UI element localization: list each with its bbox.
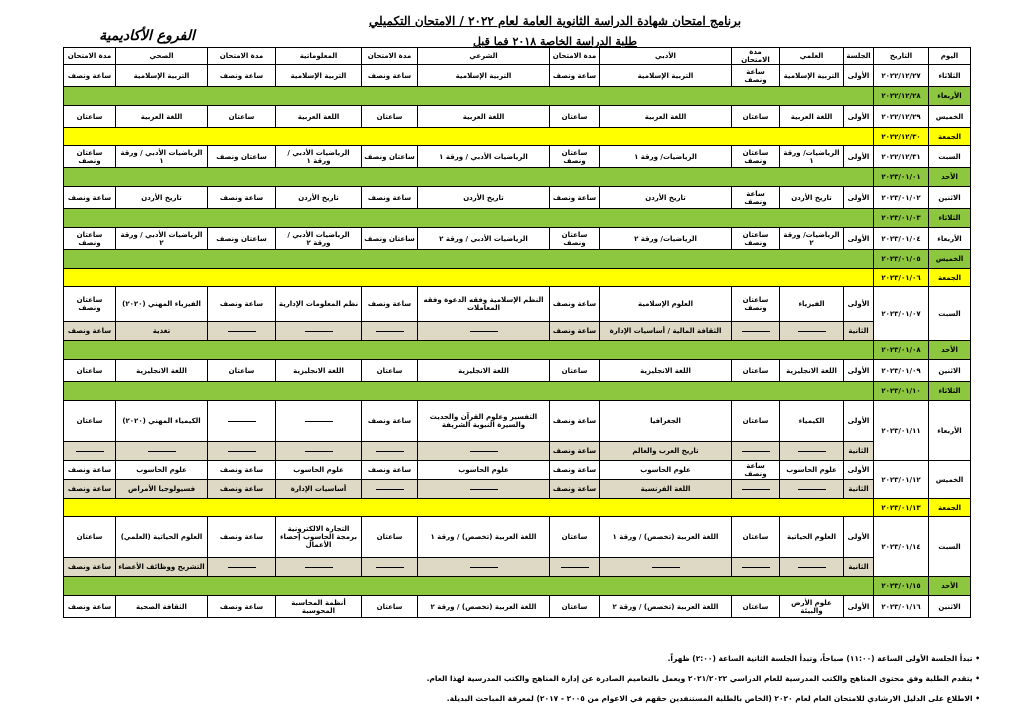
subject-cell: ساعة ونصف <box>64 65 116 87</box>
subject-cell <box>64 442 116 461</box>
date-cell: ٢٠٢٣/٠١/١٦ <box>874 596 929 618</box>
subject-cell: ساعة ونصف <box>362 401 418 442</box>
day-cell: الأربعاء <box>929 87 971 106</box>
subject-cell: فسيولوجيا الأمراض <box>116 480 208 499</box>
subject-cell: العلوم الحياتية <box>780 517 844 558</box>
subject-cell: التربية الإسلامية <box>116 65 208 87</box>
subject-cell: الرياضيات الأدبي / ورقة ٢ <box>276 228 362 250</box>
holiday-row <box>64 168 971 187</box>
subject-cell: ساعتان ونصف <box>208 146 276 168</box>
subject-cell: الثقافة المالية / أساسيات الإدارة <box>600 322 732 341</box>
subject-cell <box>780 558 844 577</box>
empty-band <box>64 577 874 596</box>
dash-line <box>470 567 498 568</box>
dash-line <box>305 451 333 452</box>
subject-cell: اللغة العربية <box>600 106 732 128</box>
dash-line <box>376 489 404 490</box>
dash-line <box>305 421 333 422</box>
table-header-row <box>64 48 971 65</box>
dash-line <box>305 331 333 332</box>
day-cell: الجمعة <box>929 269 971 287</box>
day-cell: الأحد <box>929 577 971 596</box>
subject-cell: ساعة ونصف <box>208 65 276 87</box>
subject-cell: علوم الحاسوب <box>276 461 362 480</box>
subject-cell: الرياضيات/ ورقة ٢ <box>780 228 844 250</box>
subject-cell <box>418 442 550 461</box>
exam-row <box>64 106 971 128</box>
subject-cell: الرياضيات/ ورقة ٢ <box>600 228 732 250</box>
subject-cell <box>208 442 276 461</box>
subject-cell: ساعة ونصف <box>208 596 276 618</box>
subject-cell: اللغة الانجليزية <box>418 360 550 382</box>
column-header: مدة الامتحان <box>208 48 276 65</box>
subject-cell: علوم الأرض والبيئة <box>780 596 844 618</box>
subject-cell: الرياضيات الأدبي / ورقة ١ <box>276 146 362 168</box>
subject-cell: ساعتان ونصف <box>732 228 780 250</box>
exam-schedule-table <box>63 47 971 618</box>
day-cell: السبت <box>929 517 971 577</box>
exam-row <box>64 360 971 382</box>
day-cell: الثلاثاء <box>929 209 971 228</box>
subject-cell: ساعتان <box>732 360 780 382</box>
subject-cell: ساعة ونصف <box>550 442 600 461</box>
subject-cell: النظم الإسلامية وفقه الدعوة وفقه المعاملات <box>418 287 550 322</box>
subject-cell: الرياضيات الأدبي / ورقة ٢ <box>116 228 208 250</box>
subject-cell: ساعتان <box>362 596 418 618</box>
subject-cell: ساعتان ونصف <box>550 228 600 250</box>
column-header: الشرعي <box>418 48 550 65</box>
date-cell: ٢٠٢٢/١٢/٢٩ <box>874 106 929 128</box>
subject-cell: اللغة العربية (تخصص) / ورقة ١ <box>418 517 550 558</box>
subject-cell <box>732 480 780 499</box>
subject-cell: ساعتان <box>362 360 418 382</box>
subject-cell: التشريح ووظائف الأعضاء <box>116 558 208 577</box>
subject-cell: ساعتان <box>732 401 780 442</box>
exam-row <box>64 228 971 250</box>
dash-line <box>76 451 104 452</box>
day-cell: الثلاثاء <box>929 65 971 87</box>
session-cell: الثانية <box>844 480 874 499</box>
subject-cell: ساعة ونصف <box>64 187 116 209</box>
subject-cell <box>116 442 208 461</box>
subject-cell: اللغة الانجليزية <box>780 360 844 382</box>
branch-label: الفروع الأكاديمية <box>99 28 195 44</box>
friday-row <box>64 499 971 517</box>
dash-line <box>470 451 498 452</box>
date-cell: ٢٠٢٢/١٢/٣٠ <box>874 128 929 146</box>
subject-cell: ساعتان <box>208 106 276 128</box>
subject-cell: ساعة ونصف <box>550 480 600 499</box>
day-cell: الجمعة <box>929 499 971 517</box>
session-cell: الأولى <box>844 146 874 168</box>
subject-cell: الرياضيات الأدبي / ورقة ١ <box>418 146 550 168</box>
day-cell: الأحد <box>929 168 971 187</box>
subject-cell: اللغة العربية (تخصص) / ورقة ١ <box>600 517 732 558</box>
session-cell: الأولى <box>844 517 874 558</box>
subject-cell: ساعة ونصف <box>208 480 276 499</box>
subject-cell: نظم المعلومات الإدارية <box>276 287 362 322</box>
exam-row <box>64 401 971 442</box>
subject-cell <box>418 558 550 577</box>
subject-cell: تاريخ الأردن <box>600 187 732 209</box>
note-item: • الاطلاع على الدليل الارشادي للامتحان العام لعام ٢٠٢٠ (الخاص بالطلبة المستنفدين حقهم في الاعوام من ٢٠٠٥ - ٢٠١٧) لمعرفة المباحث البديلة. <box>446 694 980 703</box>
day-cell: الاثنين <box>929 187 971 209</box>
subject-cell: تاريخ الأردن <box>116 187 208 209</box>
subject-cell: اللغة العربية <box>418 106 550 128</box>
subject-cell <box>208 322 276 341</box>
subject-cell: ساعة ونصف <box>362 287 418 322</box>
day-cell: الأحد <box>929 341 971 360</box>
exam-row <box>64 146 971 168</box>
subject-cell: ساعة ونصف <box>732 187 780 209</box>
day-cell: الخميس <box>929 250 971 269</box>
subject-cell: الثقافة الصحية <box>116 596 208 618</box>
date-cell: ٢٠٢٣/٠١/٠٣ <box>874 209 929 228</box>
subject-cell: علوم الحاسوب <box>600 461 732 480</box>
subject-cell: التفسير وعلوم القرآن والحديث والسيرة النبوية الشريفة <box>418 401 550 442</box>
exam-row <box>64 65 971 87</box>
subject-cell: ساعة ونصف <box>732 461 780 480</box>
dash-line <box>376 567 404 568</box>
column-header: مدة الامتحان <box>64 48 116 65</box>
subject-cell: ساعة ونصف <box>550 65 600 87</box>
empty-band <box>64 341 874 360</box>
subject-cell <box>732 322 780 341</box>
column-header: اليوم <box>929 48 971 65</box>
subject-cell: ساعتان <box>732 596 780 618</box>
date-cell: ٢٠٢٣/٠١/١٤ <box>874 517 929 577</box>
subject-cell: ساعتان <box>64 360 116 382</box>
holiday-row <box>64 87 971 106</box>
note-item: • تبدأ الجلسة الأولى الساعة (١١:٠٠) صباحاً، وتبدأ الجلسة الثانية الساعة (٢:٠٠) ظهراً. <box>667 654 980 663</box>
notes-section <box>80 654 980 714</box>
subject-cell: العلوم الإسلامية <box>600 287 732 322</box>
exam-row <box>64 480 971 499</box>
dash-line <box>470 489 498 490</box>
dash-line <box>742 489 770 490</box>
note-text: يتقدم الطلبة وفق محتوى المناهج والكتب المدرسية للعام الدراسي ٢٠٢١/٢٠٢٢ ويعمل بالتعاميم الصادرة عن إدارة المناهج والكتب المدرسية لهذا العام. <box>426 674 973 683</box>
column-header: المعلوماتية <box>276 48 362 65</box>
dash-line <box>798 489 826 490</box>
subject-cell: ساعة ونصف <box>362 65 418 87</box>
subject-cell: ساعة ونصف <box>732 65 780 87</box>
session-cell: الأولى <box>844 106 874 128</box>
subject-cell: ساعة ونصف <box>550 401 600 442</box>
subject-cell: ساعتان <box>64 401 116 442</box>
empty-band <box>64 168 874 187</box>
subject-cell: تاريخ العرب والعالم <box>600 442 732 461</box>
subject-cell <box>208 401 276 442</box>
subject-cell: ساعة ونصف <box>64 461 116 480</box>
holiday-row <box>64 250 971 269</box>
exam-row <box>64 596 971 618</box>
subject-cell: ساعة ونصف <box>64 558 116 577</box>
column-header: التاريخ <box>874 48 929 65</box>
subject-cell <box>362 558 418 577</box>
subject-cell: اللغة العربية <box>780 106 844 128</box>
subject-cell: ساعتان <box>362 106 418 128</box>
date-cell: ٢٠٢٣/٠١/٠٩ <box>874 360 929 382</box>
subject-cell: الرياضيات الأدبي / ورقة ٢ <box>418 228 550 250</box>
subject-cell: ساعة ونصف <box>550 287 600 322</box>
subject-cell: اللغة العربية <box>116 106 208 128</box>
column-header: الأدبي <box>600 48 732 65</box>
subject-cell: اللغة الانجليزية <box>276 360 362 382</box>
page-subtitle: طلبة الدراسة الخاصة ٢٠١٨ فما قبل <box>472 35 638 48</box>
dash-line <box>228 421 256 422</box>
subject-cell: ساعة ونصف <box>64 480 116 499</box>
day-cell: الجمعة <box>929 128 971 146</box>
empty-band <box>64 269 874 287</box>
subject-cell: علوم الحاسوب <box>418 461 550 480</box>
friday-row <box>64 269 971 287</box>
dash-line <box>148 451 176 452</box>
subject-cell: تاريخ الأردن <box>418 187 550 209</box>
date-cell: ٢٠٢٣/٠١/١٢ <box>874 461 929 499</box>
day-cell: السبت <box>929 146 971 168</box>
date-cell: ٢٠٢٢/١٢/٢٨ <box>874 87 929 106</box>
subject-cell <box>418 322 550 341</box>
column-header: الصحي <box>116 48 208 65</box>
note-text: الاطلاع على الدليل الارشادي للامتحان العام لعام ٢٠٢٠ (الخاص بالطلبة المستنفدين حقهم في الاعوام من ٢٠٠٥ - ٢٠١٧) لمعرفة المباحث البديلة. <box>446 694 973 703</box>
subject-cell: ساعتان <box>550 106 600 128</box>
empty-band <box>64 382 874 401</box>
subject-cell: ساعتان ونصف <box>208 228 276 250</box>
subject-cell: التربية الإسلامية <box>780 65 844 87</box>
exam-row <box>64 461 971 480</box>
subject-cell: ساعتان <box>550 360 600 382</box>
session-cell: الأولى <box>844 287 874 322</box>
subject-cell <box>780 480 844 499</box>
subject-cell: أنظمة المحاسبة المحوسبة <box>276 596 362 618</box>
subject-cell: ساعة ونصف <box>550 187 600 209</box>
exam-row <box>64 287 971 322</box>
column-header: مدة الامتحان <box>732 48 780 65</box>
session-cell: الثانية <box>844 442 874 461</box>
exam-row <box>64 442 971 461</box>
subject-cell: ساعة ونصف <box>362 461 418 480</box>
subject-cell <box>276 442 362 461</box>
subject-cell: ساعتان ونصف <box>362 228 418 250</box>
subject-cell: تاريخ الأردن <box>276 187 362 209</box>
date-cell: ٢٠٢٣/٠١/٠٦ <box>874 269 929 287</box>
day-cell: الأربعاء <box>929 228 971 250</box>
subject-cell <box>732 558 780 577</box>
subject-cell: ساعة ونصف <box>362 187 418 209</box>
subject-cell: التربية الإسلامية <box>418 65 550 87</box>
column-header: الجلسة <box>844 48 874 65</box>
subject-cell: اللغة العربية <box>276 106 362 128</box>
subject-cell <box>276 322 362 341</box>
exam-row <box>64 322 971 341</box>
dash-line <box>652 567 680 568</box>
subject-cell: ساعة ونصف <box>208 517 276 558</box>
subject-cell: ساعتان <box>732 106 780 128</box>
dash-line <box>470 331 498 332</box>
session-cell: الثانية <box>844 322 874 341</box>
dash-line <box>376 331 404 332</box>
date-cell: ٢٠٢٢/١٢/٣١ <box>874 146 929 168</box>
empty-band <box>64 499 874 517</box>
holiday-row <box>64 341 971 360</box>
day-cell: الخميس <box>929 106 971 128</box>
subject-cell <box>732 442 780 461</box>
empty-band <box>64 87 874 106</box>
subject-cell: علوم الحاسوب <box>116 461 208 480</box>
subject-cell: تاريخ الأردن <box>780 187 844 209</box>
subject-cell: الرياضيات/ ورقة ١ <box>600 146 732 168</box>
subject-cell <box>208 558 276 577</box>
date-cell: ٢٠٢٣/٠١/١٠ <box>874 382 929 401</box>
column-header: مدة الامتحان <box>362 48 418 65</box>
subject-cell <box>362 442 418 461</box>
subject-cell <box>276 558 362 577</box>
subject-cell: ساعتان ونصف <box>732 146 780 168</box>
dash-line <box>742 331 770 332</box>
day-cell: الأربعاء <box>929 401 971 461</box>
subject-cell <box>550 558 600 577</box>
day-cell: الاثنين <box>929 596 971 618</box>
session-cell: الأولى <box>844 228 874 250</box>
exam-row <box>64 558 971 577</box>
date-cell: ٢٠٢٣/٠١/١٥ <box>874 577 929 596</box>
dash-line <box>798 567 826 568</box>
subject-cell: ساعتان <box>550 596 600 618</box>
note-item: • يتقدم الطلبة وفق محتوى المناهج والكتب المدرسية للعام الدراسي ٢٠٢١/٢٠٢٢ ويعمل بالتعاميم الصادرة عن إدارة المناهج والكتب المدرسية لهذا العام. <box>426 674 980 683</box>
subject-cell: ساعتان ونصف <box>550 146 600 168</box>
subject-cell: ساعتان ونصف <box>362 146 418 168</box>
empty-band <box>64 209 874 228</box>
subject-cell: ساعة ونصف <box>550 322 600 341</box>
subject-cell: اللغة الانجليزية <box>600 360 732 382</box>
subject-cell: ساعتان ونصف <box>64 146 116 168</box>
document-header <box>0 6 1024 52</box>
subject-cell: ساعتان <box>64 517 116 558</box>
date-cell: ٢٠٢٣/٠١/٠٥ <box>874 250 929 269</box>
subject-cell: التربية الإسلامية <box>276 65 362 87</box>
holiday-row <box>64 382 971 401</box>
subject-cell: اللغة العربية (تخصص) / ورقة ٢ <box>418 596 550 618</box>
date-cell: ٢٠٢٣/٠١/٠١ <box>874 168 929 187</box>
empty-band <box>64 250 874 269</box>
subject-cell: التربية الإسلامية <box>600 65 732 87</box>
session-cell: الأولى <box>844 596 874 618</box>
dash-line <box>228 331 256 332</box>
subject-cell <box>780 322 844 341</box>
subject-cell: اللغة الانجليزية <box>116 360 208 382</box>
subject-cell: ساعتان ونصف <box>732 287 780 322</box>
subject-cell: ساعتان <box>208 360 276 382</box>
date-cell: ٢٠٢٣/٠١/٠٤ <box>874 228 929 250</box>
session-cell: الأولى <box>844 187 874 209</box>
subject-cell: ساعة ونصف <box>64 596 116 618</box>
subject-cell: ساعة ونصف <box>208 287 276 322</box>
subject-cell: الفيزياء <box>780 287 844 322</box>
subject-cell: الكيمياء <box>780 401 844 442</box>
subject-cell: الفيزياء المهني (٢٠٢٠) <box>116 287 208 322</box>
exam-row <box>64 517 971 558</box>
subject-cell: ساعتان <box>362 517 418 558</box>
subject-cell: اللغة الفرنسية <box>600 480 732 499</box>
session-cell: الثانية <box>844 558 874 577</box>
exam-row <box>64 187 971 209</box>
subject-cell: تغذية <box>116 322 208 341</box>
page-title: برنامج امتحان شهادة الدراسة الثانوية العامة لعام ٢٠٢٢ / الامتحان التكميلي <box>368 14 742 28</box>
subject-cell: الكيمياء المهني (٢٠٢٠) <box>116 401 208 442</box>
day-cell: الثلاثاء <box>929 382 971 401</box>
holiday-row <box>64 209 971 228</box>
subject-cell: علوم الحاسوب <box>780 461 844 480</box>
date-cell: ٢٠٢٣/٠١/١١ <box>874 401 929 461</box>
date-cell: ٢٠٢٣/٠١/٠٢ <box>874 187 929 209</box>
subject-cell <box>362 480 418 499</box>
date-cell: ٢٠٢٣/٠١/٠٧ <box>874 287 929 341</box>
session-cell: الأولى <box>844 360 874 382</box>
day-cell: السبت <box>929 287 971 341</box>
note-text: تبدأ الجلسة الأولى الساعة (١١:٠٠) صباحاً، وتبدأ الجلسة الثانية الساعة (٢:٠٠) ظهراً. <box>667 654 973 663</box>
date-cell: ٢٠٢٢/١٢/٢٧ <box>874 65 929 87</box>
subject-cell: ساعتان <box>64 106 116 128</box>
subject-cell <box>276 401 362 442</box>
subject-cell <box>418 480 550 499</box>
subject-cell: التجارة الالكترونية برمجة الحاسوب إحصاء الأعمال <box>276 517 362 558</box>
subject-cell <box>780 442 844 461</box>
subject-cell: الجغرافيا <box>600 401 732 442</box>
subject-cell: ساعة ونصف <box>208 187 276 209</box>
subject-cell: ساعة ونصف <box>64 322 116 341</box>
subject-cell: ساعة ونصف <box>208 461 276 480</box>
subject-cell: اللغة العربية (تخصص) / ورقة ٢ <box>600 596 732 618</box>
date-cell: ٢٠٢٣/٠١/٠٨ <box>874 341 929 360</box>
dash-line <box>376 451 404 452</box>
dash-line <box>305 567 333 568</box>
dash-line <box>742 451 770 452</box>
subject-cell: العلوم الحياتية (العلمي) <box>116 517 208 558</box>
column-header: العلمي <box>780 48 844 65</box>
day-cell: الاثنين <box>929 360 971 382</box>
holiday-row <box>64 577 971 596</box>
dash-line <box>228 451 256 452</box>
subject-cell: الرياضيات الأدبي / ورقة ١ <box>116 146 208 168</box>
dash-line <box>798 331 826 332</box>
dash-line <box>561 567 589 568</box>
dash-line <box>742 567 770 568</box>
subject-cell: الرياضيات/ ورقة ١ <box>780 146 844 168</box>
subject-cell: ساعتان <box>550 517 600 558</box>
dash-line <box>228 567 256 568</box>
subject-cell <box>600 558 732 577</box>
date-cell: ٢٠٢٣/٠١/١٣ <box>874 499 929 517</box>
subject-cell: ساعتان ونصف <box>64 228 116 250</box>
dash-line <box>798 451 826 452</box>
day-cell: الخميس <box>929 461 971 499</box>
session-cell: الأولى <box>844 461 874 480</box>
column-header: مدة الامتحان <box>550 48 600 65</box>
empty-band <box>64 128 874 146</box>
session-cell: الأولى <box>844 401 874 442</box>
subject-cell: ساعة ونصف <box>550 461 600 480</box>
subject-cell: ساعتان <box>732 517 780 558</box>
session-cell: الأولى <box>844 65 874 87</box>
subject-cell: أساسيات الإدارة <box>276 480 362 499</box>
friday-row <box>64 128 971 146</box>
subject-cell: ساعتان ونصف <box>64 287 116 322</box>
subject-cell <box>362 322 418 341</box>
